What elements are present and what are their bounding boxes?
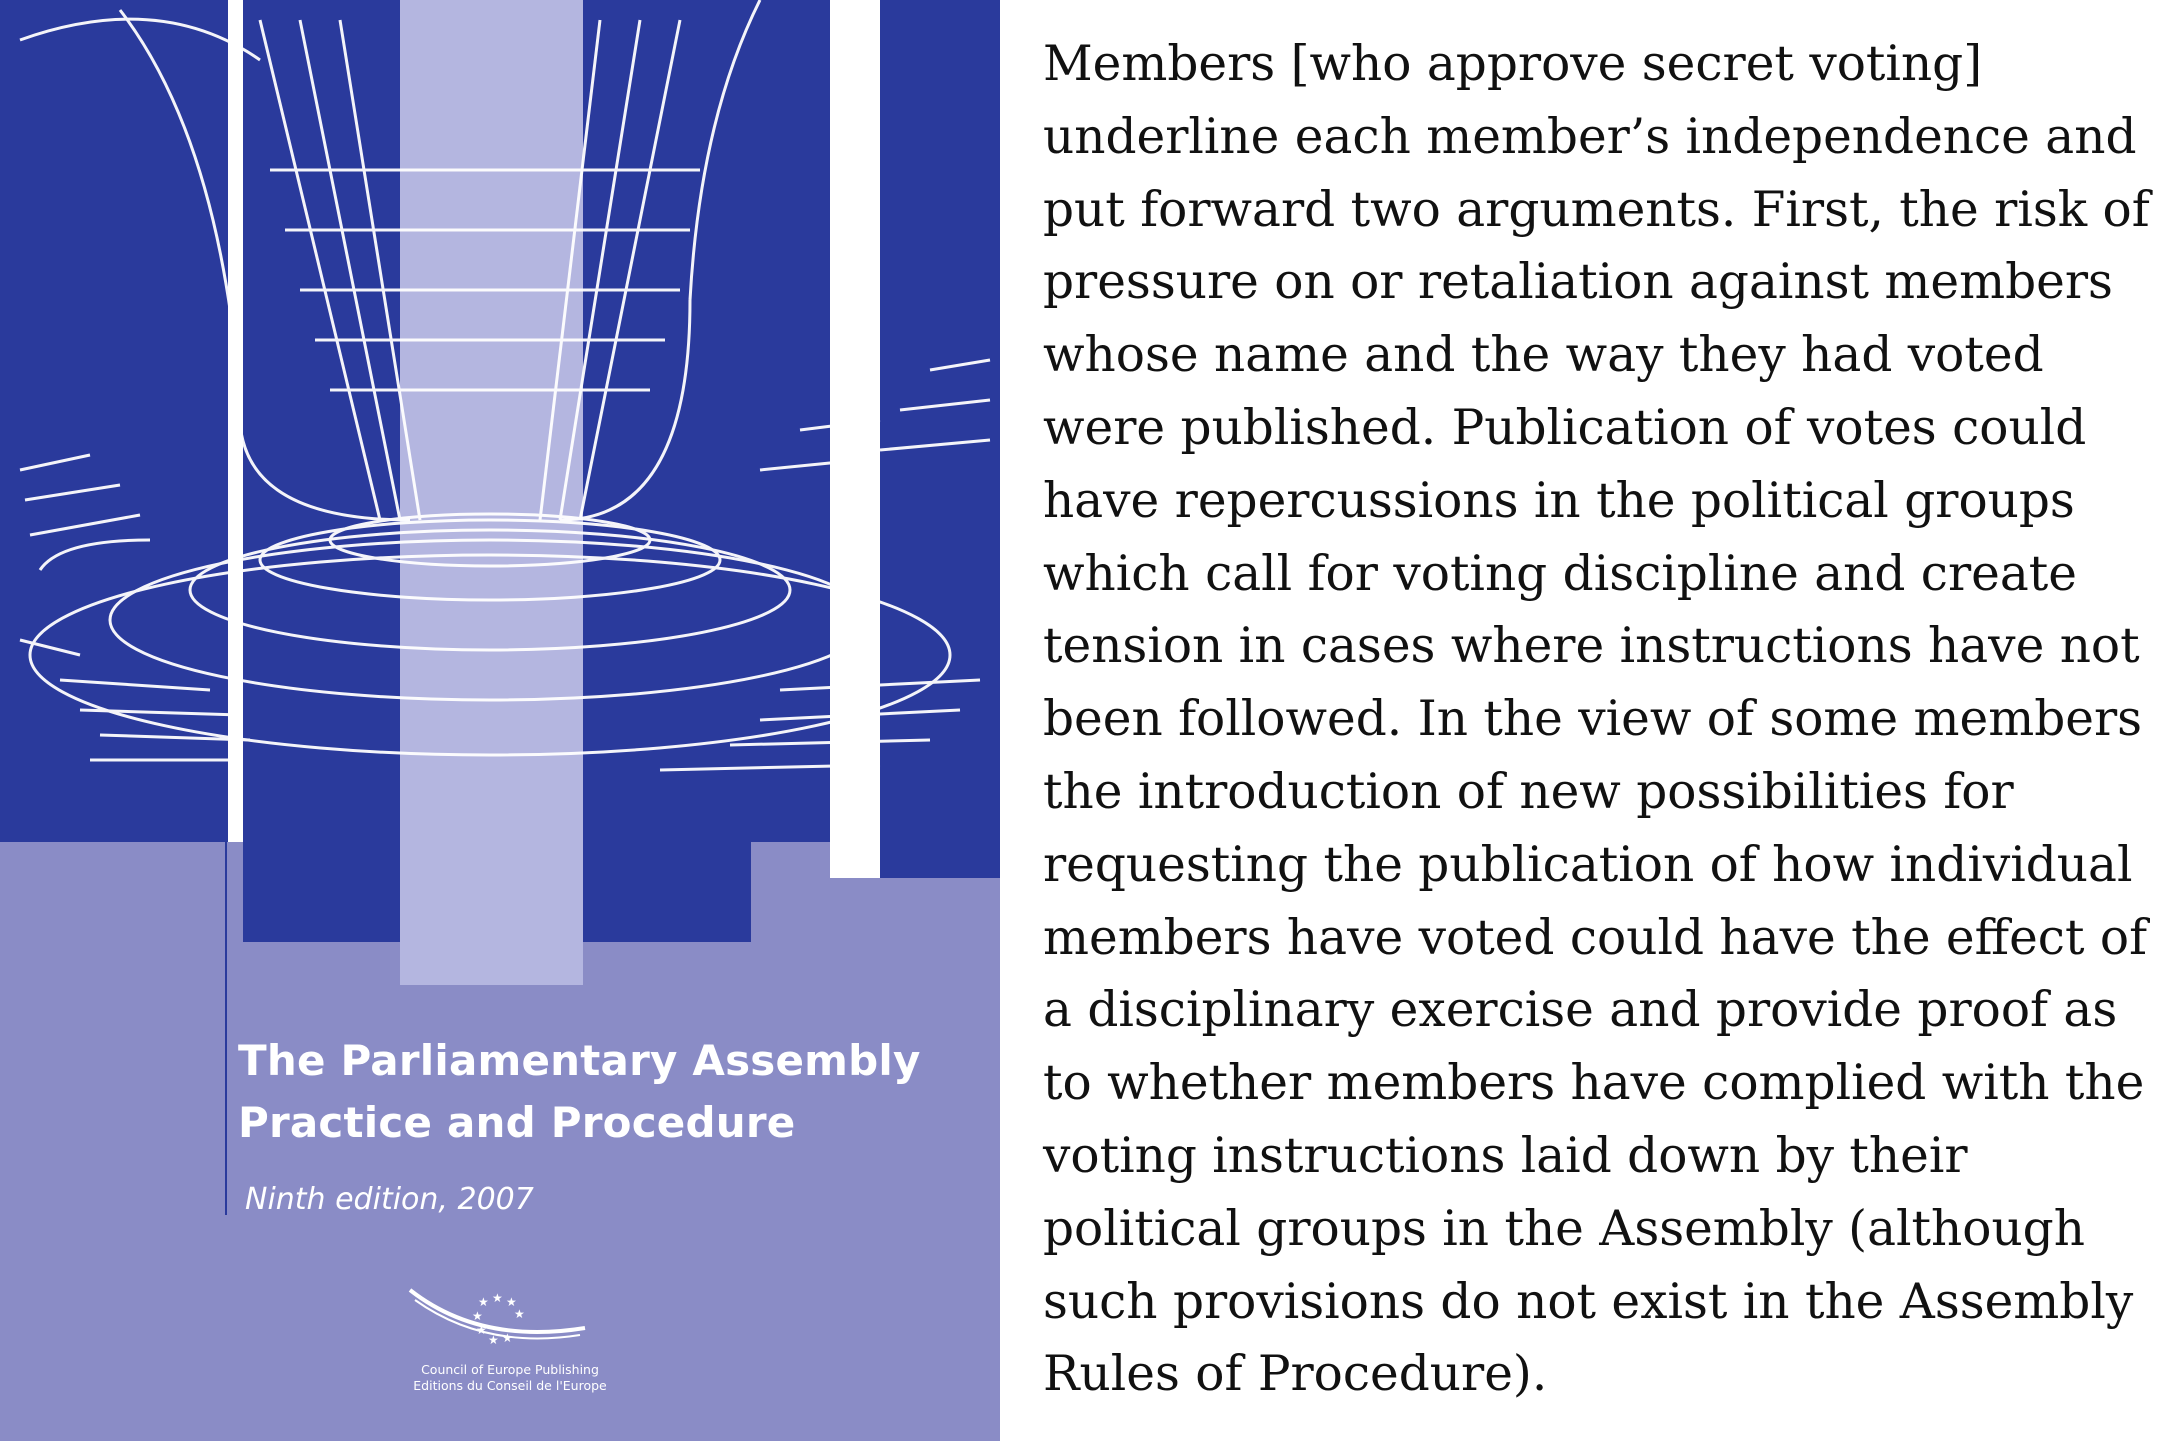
svg-text:★: ★ <box>502 1331 513 1345</box>
quote-line: political groups in the Assembly (although <box>1043 1200 2085 1257</box>
svg-text:★: ★ <box>488 1333 499 1347</box>
svg-text:★: ★ <box>472 1309 483 1323</box>
book-cover <box>0 0 1000 1441</box>
quote-line: requesting the publication of how individual <box>1043 836 2133 893</box>
cover-edition: Ninth edition, 2007 <box>245 1182 534 1217</box>
svg-text:★: ★ <box>478 1295 489 1309</box>
quote-line: pressure on or retaliation against members <box>1043 254 2113 311</box>
quote-line: underline each member’s independence and <box>1043 108 2137 165</box>
quote-text <box>1043 28 2155 1411</box>
quote-line: a disciplinary exercise and provide proof as <box>1043 982 2118 1039</box>
quote-line: voting instructions laid down by their <box>1043 1127 1968 1184</box>
publisher-line-1: Council of Europe Publishing <box>421 1362 599 1377</box>
quote-line: members have voted could have the effect of <box>1043 909 2148 966</box>
quote-line: been followed. In the view of some members <box>1043 691 2143 748</box>
svg-text:★: ★ <box>476 1323 487 1337</box>
cover-title-line-2: Practice and Procedure <box>238 1098 796 1147</box>
quote-line: to whether members have complied with the <box>1043 1055 2145 1112</box>
quote-line: Members [who approve secret voting] <box>1043 36 1983 92</box>
quote-line: put forward two arguments. First, the risk of <box>1043 181 2150 238</box>
quote-line: the introduction of new possibilities for <box>1043 763 2014 820</box>
quote-line: tension in cases where instructions have not <box>1043 618 2140 675</box>
quote-line: whose name and the way they had voted <box>1043 327 2044 384</box>
quote-line: were published. Publication of votes could <box>1043 399 2087 456</box>
quote-line: which call for voting discipline and create <box>1043 545 2077 602</box>
cover-artwork <box>0 0 1000 1441</box>
publisher-name <box>360 1362 660 1394</box>
quote-line: Rules of Procedure). <box>1043 1346 1548 1403</box>
cover-title-line-1: The Parliamentary Assembly <box>238 1036 921 1085</box>
svg-text:★: ★ <box>506 1295 517 1309</box>
cover-title <box>238 1030 958 1154</box>
quote-line: such provisions do not exist in the Assembly <box>1043 1273 2134 1330</box>
quote-line: have repercussions in the political groups <box>1043 472 2075 529</box>
svg-text:★: ★ <box>492 1291 503 1305</box>
publisher-line-2: Editions du Conseil de l'Europe <box>413 1378 607 1393</box>
svg-text:★: ★ <box>514 1307 525 1321</box>
